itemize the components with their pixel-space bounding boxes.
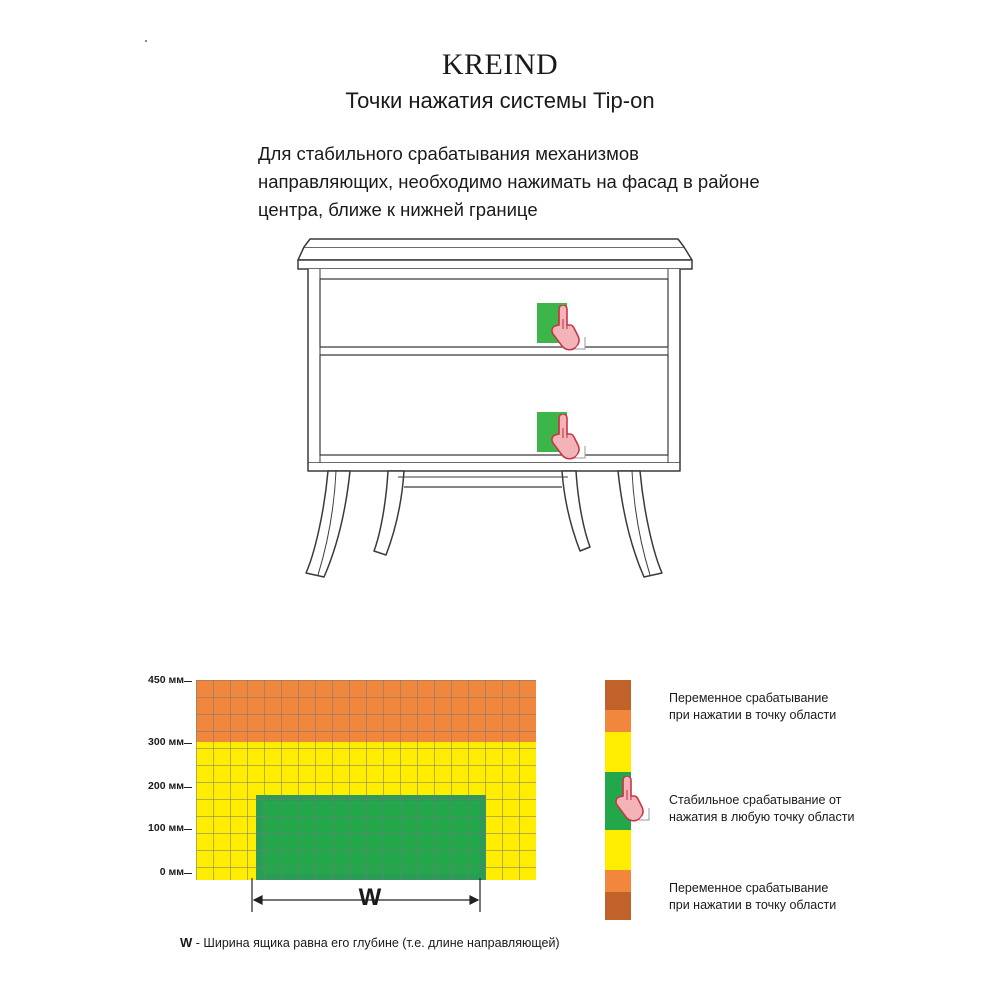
legend-label-top [669,690,836,724]
width-caption [180,935,560,950]
width-caption-bold: W [180,935,193,950]
hand-pointer-icon [609,776,653,822]
zone-heatmap [196,680,536,880]
legend-label-bottom-line1: Переменное срабатывание [669,881,829,895]
legend [605,680,975,920]
page-subtitle: Точки нажатия системы Tip-on [345,88,655,113]
legend-segment-orange-dark-top [605,680,631,710]
legend-segment-orange-dark-bottom [605,892,631,920]
y-tick-mark-0 [184,873,192,874]
intro-paragraph: Для стабильного срабатывания механизмов направляющих, необходимо нажимать на фасад в районе центра, ближе к нижней границе [258,143,760,220]
y-tick-mark-200 [184,787,192,788]
width-symbol: W [358,884,382,911]
stray-dot [145,40,147,42]
legend-label-middle [669,792,854,826]
y-tick-label-450: 450 мм [148,674,184,686]
cabinet-illustration [280,225,710,595]
legend-segment-orange-top [605,710,631,732]
legend-label-bottom-line2: при нажатии в точку области [669,898,837,912]
grid-overlay [196,680,536,880]
press-point-upper-drawer[interactable] [537,303,567,343]
page-title: KREIND [441,48,559,81]
width-caption-text: - Ширина ящика равна его глубине (т.е. длине направляющей) [192,936,560,950]
hand-pointer-icon [545,305,589,351]
legend-label-bottom [669,880,836,914]
legend-label-top-line2: при нажатии в точку области [669,708,837,722]
legend-label-top-line1: Переменное срабатывание [669,691,829,705]
legend-segment-orange-bottom [605,870,631,892]
legend-label-middle-line2: нажатия в любую точку области [669,810,855,824]
y-tick-label-0: 0 мм [159,866,184,878]
legend-label-middle-line1: Стабильное срабатывание от [669,793,842,807]
y-tick-mark-450 [184,681,192,682]
hand-pointer-icon [545,414,589,460]
y-tick-label-200: 200 мм [148,780,184,792]
y-tick-mark-300 [184,743,192,744]
press-point-lower-drawer[interactable] [537,412,567,452]
y-tick-label-300: 300 мм [148,736,184,748]
y-tick-mark-100 [184,829,192,830]
y-tick-label-100: 100 мм [148,822,184,834]
legend-segment-yellow-bottom [605,830,631,870]
chart-y-axis [130,670,192,890]
legend-segment-yellow-top [605,732,631,772]
